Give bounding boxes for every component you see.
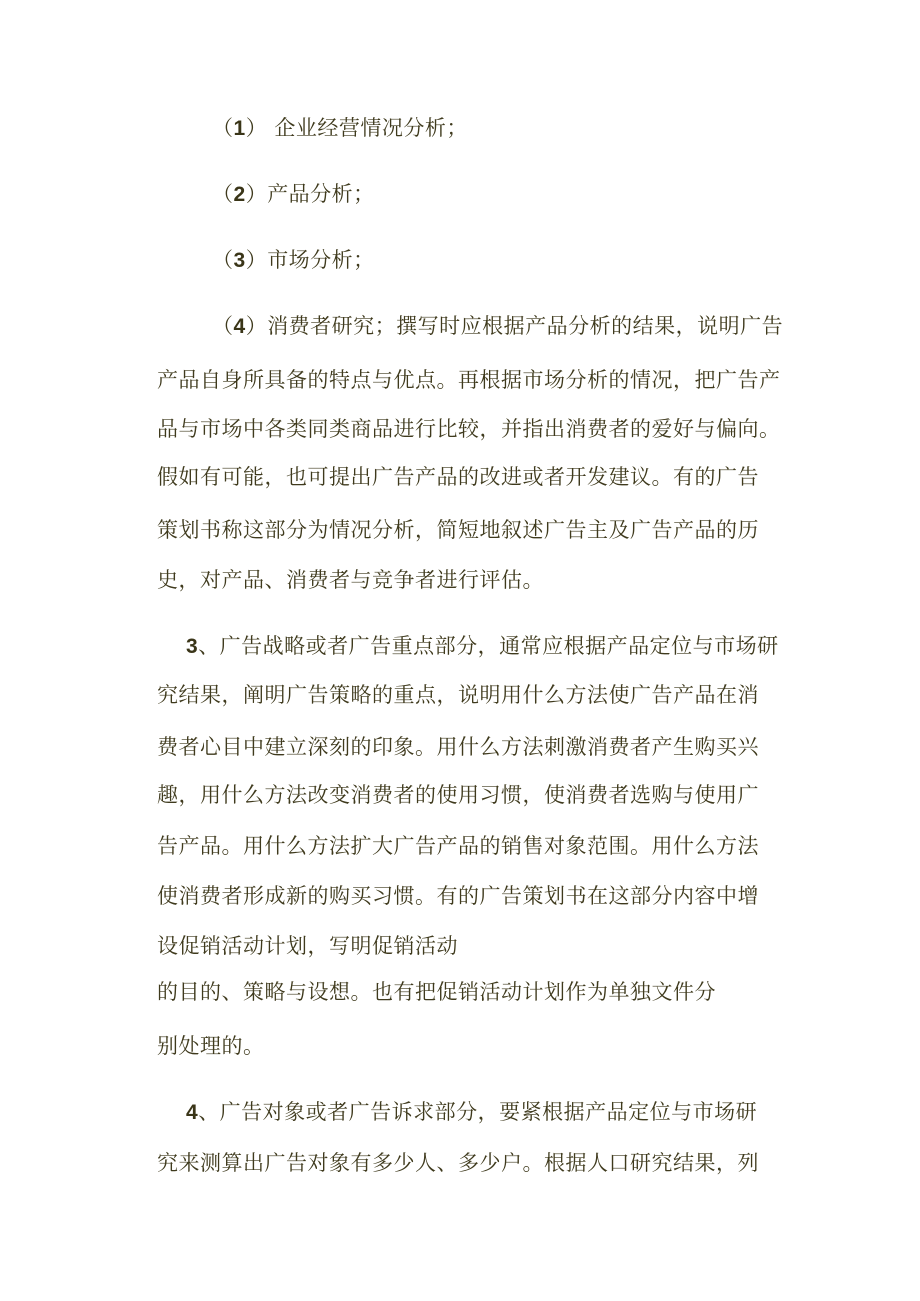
item-number: 4 [233, 315, 246, 338]
list-item-1 [212, 118, 468, 139]
paragraph-line: 策划书称这部分为情况分析，简短地叙述广告主及广告产品的历 [157, 518, 759, 542]
paragraph-line: 品与市场中各类同类商品进行比较，并指出消费者的爱好与偏向。 [157, 417, 781, 441]
paren-open: （ [212, 182, 234, 206]
paren-open: （ [212, 116, 234, 140]
paragraph-line: 别处理的。 [157, 1034, 265, 1058]
paren-open: （ [212, 314, 234, 338]
item-text: 企业经营情况分析； [267, 116, 468, 140]
item-number: 1 [233, 117, 246, 140]
paragraph-line: 究来测算出广告对象有多少人、多少户。根据人口研究结果，列 [157, 1151, 759, 1175]
paren-close: ） [245, 248, 268, 272]
paren-open: （ [212, 248, 234, 272]
paragraph-line: 使消费者形成新的购买习惯。有的广告策划书在这部分内容中增 [157, 884, 759, 908]
paragraph-line: 趣，用什么方法改变消费者的使用习惯，使消费者选购与使用广 [157, 783, 759, 807]
paragraph-line: 史，对产品、消费者与竞争者进行评估。 [157, 568, 544, 592]
section-number: 4 [186, 1101, 199, 1124]
paragraph-line: 假如有可能，也可提出广告产品的改进或者开发建议。有的广告 [157, 465, 759, 489]
paren-close: ） [245, 182, 268, 206]
item-number: 3 [233, 249, 246, 272]
paragraph-line: 的目的、策略与设想。也有把促销活动计划作为单独文件分 [157, 980, 716, 1004]
section-4-heading [186, 1102, 757, 1123]
paragraph-line: 究结果，阐明广告策略的重点，说明用什么方法使广告产品在消 [157, 683, 759, 707]
item-text: 消费者研究；撰写时应根据产品分析的结果，说明广告 [267, 314, 784, 338]
section-text: 、广告对象或者广告诉求部分，要紧根据产品定位与市场研 [198, 1100, 758, 1124]
section-text: 、广告战略或者广告重点部分，通常应根据产品定位与市场研 [198, 634, 779, 658]
paragraph-line: 费者心目中建立深刻的印象。用什么方法刺激消费者产生购买兴 [157, 735, 759, 759]
list-item-2 [212, 184, 375, 205]
paragraph-line: 设促销活动计划，写明促销活动 [157, 934, 458, 958]
paragraph-line: 产品自身所具备的特点与优点。再根据市场分析的情况，把广告产 [157, 368, 781, 392]
item-number: 2 [233, 183, 246, 206]
paragraph-line: 告产品。用什么方法扩大广告产品的销售对象范围。用什么方法 [157, 834, 759, 858]
item-text: 产品分析； [267, 182, 375, 206]
section-3-heading [186, 636, 779, 657]
item-text: 市场分析； [267, 248, 375, 272]
list-item-3 [212, 250, 375, 271]
section-number: 3 [186, 635, 199, 658]
paren-close: ） [245, 314, 268, 338]
list-item-4 [212, 316, 783, 337]
paren-close: ） [245, 116, 268, 140]
